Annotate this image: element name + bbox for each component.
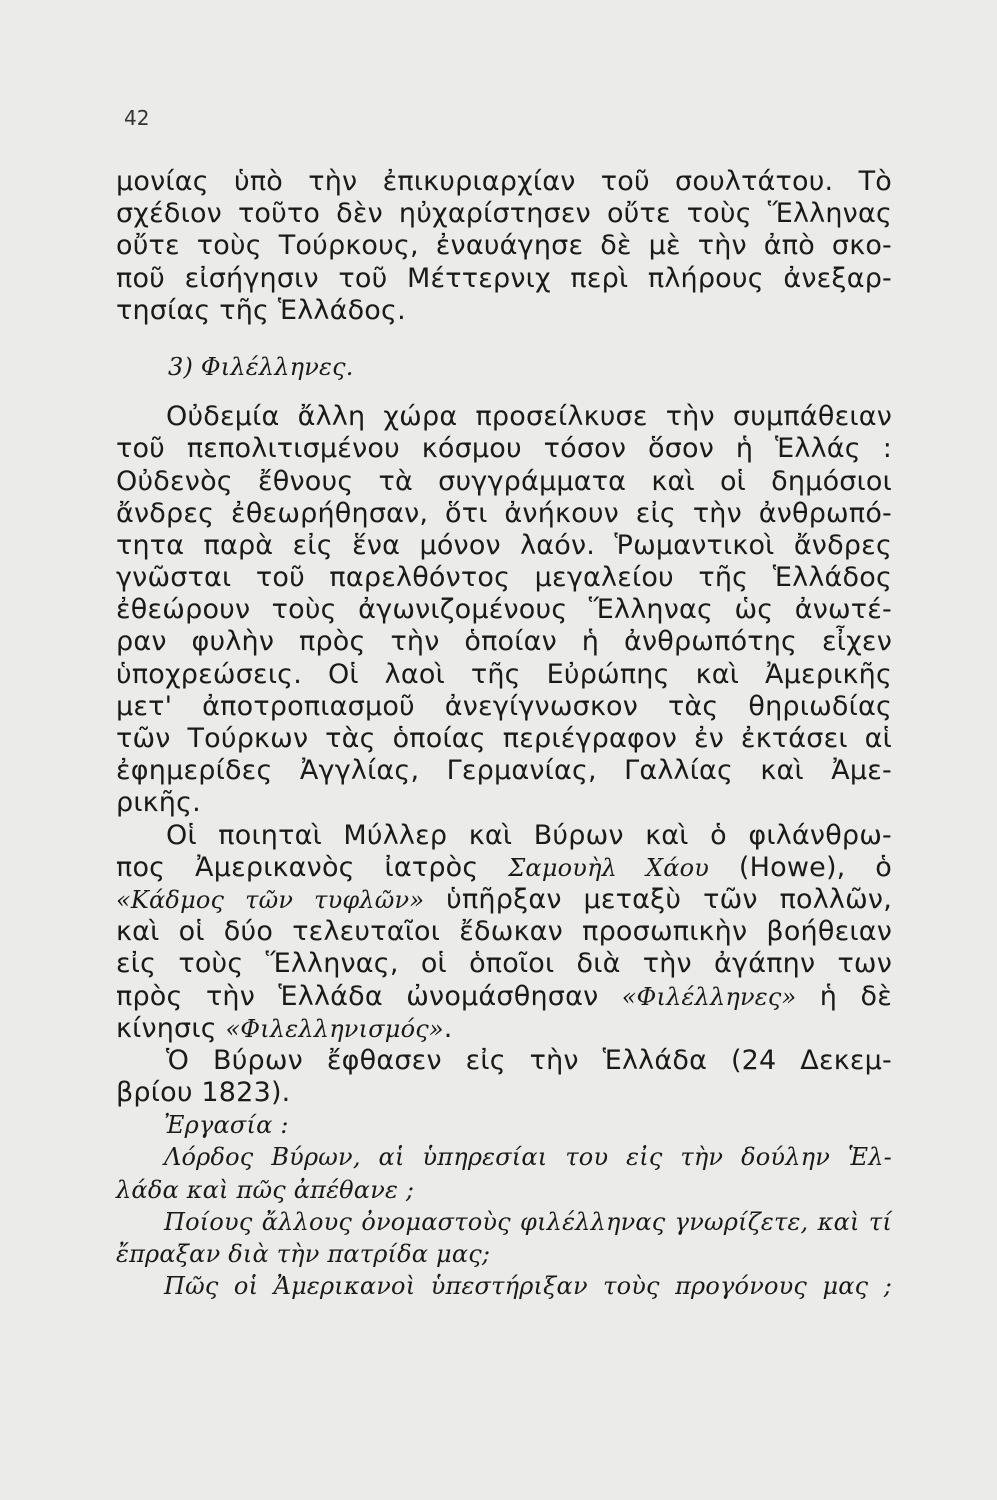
section-heading: 3) Φιλέλληνες.: [168, 352, 354, 381]
text-line: ρικῆς.: [116, 787, 201, 819]
exercise-question: ἔπραξαν διὰ τὴν πατρίδα μας;: [116, 1240, 491, 1268]
text-line: Οὐδενὸς ἔθνους τὰ συγγράμματα καὶ οἱ δημόσιοι: [116, 465, 892, 497]
page-number: 42: [124, 106, 150, 130]
text-line: ἄνδρες ἐθεωρήθησαν, ὅτι ἀνήκουν εἰς τὴν ἀνθρωπό-: [116, 497, 892, 529]
text-line: εἰς τοὺς Ἕλληνας, οἱ ὁποῖοι διὰ τὴν ἀγάπην των: [116, 948, 892, 980]
text-line: βρίου 1823).: [116, 1077, 291, 1109]
text-line: Οἱ ποιηταὶ Μύλλερ καὶ Βύρων καὶ ὁ φιλάνθρω-: [166, 819, 892, 851]
text-line: γνῶσται τοῦ παρελθόντος μεγαλείου τῆς Ἑλλάδος: [116, 562, 892, 594]
text-line: ποῦ εἰσήγησιν τοῦ Μέττερνιχ περὶ πλήρους ἀνεξαρ-: [116, 262, 892, 294]
exercise-question: Πῶς οἱ Ἀμερικανοὶ ὑπεστήριξαν τοὺς προγόνους μας ;: [164, 1272, 892, 1301]
text-line: ὑποχρεώσεις. Οἱ λαοὶ τῆς Εὐρώπης καὶ Ἀμερικῆς: [116, 658, 892, 690]
text-line: ραν φυλὴν πρὸς τὴν ὁποίαν ἡ ἀνθρωπότης εἶχεν: [116, 626, 892, 658]
paragraph-1: [116, 166, 892, 327]
exercise-title: Ἐργασία :: [164, 1111, 289, 1140]
text-line: μετ' ἀποτροπιασμοῦ ἀνεγίγνωσκον τὰς θηριωδίας: [116, 690, 892, 722]
text-line: πος Ἀμερικανὸς ἰατρὸς Σαμουὴλ Χάου (Howe), ὁ: [116, 851, 893, 883]
italic-term: «Φιλέλληνες»: [621, 982, 797, 1011]
text-line: τοῦ πεπολιτισμένου κόσμου τόσον ὅσον ἡ Ἑλλάς :: [116, 433, 892, 465]
text-line: μονίας ὑπὸ τὴν ἐπικυριαρχίαν τοῦ σουλτάτου. Τὸ: [116, 166, 892, 197]
text-line: οὔτε τοὺς Τούρκους, ἐναυάγησε δὲ μὲ τὴν ἀπὸ σκο-: [116, 230, 892, 262]
italic-title: «Κάδμος τῶν τυφλῶν»: [116, 885, 425, 914]
paragraph-2: [116, 401, 892, 819]
text-line: ἐθεώρουν τοὺς ἀγωνιζομένους Ἕλληνας ὡς ἀνωτέ-: [116, 594, 892, 626]
exercise-question: Ποίους ἄλλους ὀνομαστοὺς φιλέλληνας γνωρίζετε, καὶ τί: [164, 1207, 892, 1236]
body-text: [116, 166, 892, 1302]
text-line: καὶ οἱ δύο τελευταῖοι ἔδωκαν προσωπικὴν βοήθειαν: [116, 916, 892, 948]
text-line: τησίας τῆς Ἑλλάδος.: [116, 294, 406, 326]
text-line: σχέδιον τοῦτο δὲν ηὐχαρίστησεν οὔτε τοὺς Ἕλληνας: [116, 198, 892, 230]
text-line: τητα παρὰ εἰς ἕνα μόνον λαόν. Ῥωμαντικοὶ ἄνδρες: [116, 529, 892, 561]
text-line: τῶν Τούρκων τὰς ὁποίας περιέγραφον ἐν ἐκτάσει αἱ: [116, 723, 892, 754]
text-line: ἐφημερίδες Ἀγγλίας, Γερμανίας, Γαλλίας καὶ Ἀμε-: [116, 755, 892, 787]
text-line: Ὁ Βύρων ἔφθασεν εἰς τὴν Ἑλλάδα (24 Δεκεμ-: [166, 1044, 892, 1076]
exercise-section: [116, 1109, 892, 1302]
text-line: «Κάδμος τῶν τυφλῶν» ὑπῆρξαν μεταξὺ τῶν πολλῶν,: [116, 883, 892, 915]
paragraph-4: [116, 1045, 892, 1109]
italic-term: «Φιλελληνισμός»: [225, 1014, 444, 1043]
exercise-question: Λόρδος Βύρων, αἱ ὑπηρεσίαι του εἰς τὴν δούλην Ἑλ-: [164, 1143, 892, 1172]
text-line: πρὸς τὴν Ἑλλάδα ὠνομάσθησαν «Φιλέλληνες» ἡ δὲ: [116, 980, 892, 1012]
paragraph-3: [116, 820, 892, 1045]
exercise-question: λάδα καὶ πῶς ἀπέθανε ;: [116, 1175, 415, 1204]
text-line: κίνησις «Φιλελληνισμός».: [116, 1012, 453, 1044]
text-line: Οὐδεμία ἄλλη χώρα προσείλκυσε τὴν συμπάθειαν: [166, 401, 892, 433]
italic-name: Σαμουὴλ Χάου: [508, 853, 710, 882]
